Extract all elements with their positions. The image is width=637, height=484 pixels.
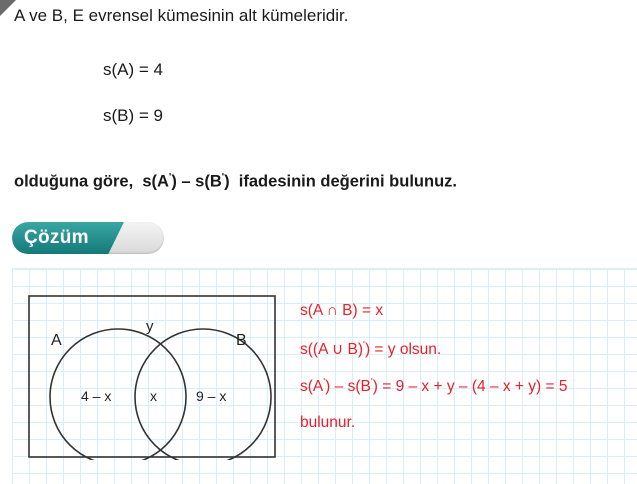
question-suffix: ) ifadesinin değerini bulunuz.: [224, 172, 457, 191]
venn-diagram: [28, 295, 278, 460]
prime-mark: ': [370, 377, 373, 388]
problem-question: [14, 172, 457, 192]
question-prefix: olduğuna göre, s(A: [14, 172, 169, 191]
problem-intro: A ve B, E evrensel kümesinin alt kümeleridir.: [14, 6, 349, 25]
line3-c: ) = 9 – x + y – (4 – x + y) = 5: [372, 378, 568, 396]
question-mid: ) – s(B: [171, 172, 222, 191]
given-set-b-size: s(B) = 9: [103, 106, 163, 125]
solution-line-complement-union: [300, 340, 441, 359]
prime-mark: ': [168, 172, 172, 183]
intersection-region-label: x: [150, 388, 157, 404]
solution-line-result: [300, 377, 567, 396]
given-set-a-size: s(A) = 4: [103, 60, 163, 79]
only-b-region-label: 9 – x: [196, 388, 227, 404]
prime-mark: ': [323, 377, 326, 388]
outside-region-label: y: [146, 318, 154, 335]
solution-line-conclusion: bulunur.: [300, 414, 356, 431]
prime-mark: ': [363, 340, 365, 351]
solution-line-intersection: s(A ∩ B) = x: [300, 302, 384, 319]
set-a-label: A: [51, 332, 62, 349]
prime-mark: ': [221, 172, 225, 183]
line3-a: s(A: [300, 378, 324, 396]
solution-badge-label: Çözüm: [24, 227, 89, 248]
line2-pre: s((A ∪ B): [300, 341, 364, 359]
solution-badge: [12, 222, 164, 254]
line3-b: ) – s(B: [325, 378, 371, 396]
set-b-label: B: [236, 332, 247, 349]
line2-post: ) = y olsun.: [364, 341, 442, 359]
only-a-region-label: 4 – x: [81, 388, 112, 404]
set-a-circle: [50, 329, 186, 460]
